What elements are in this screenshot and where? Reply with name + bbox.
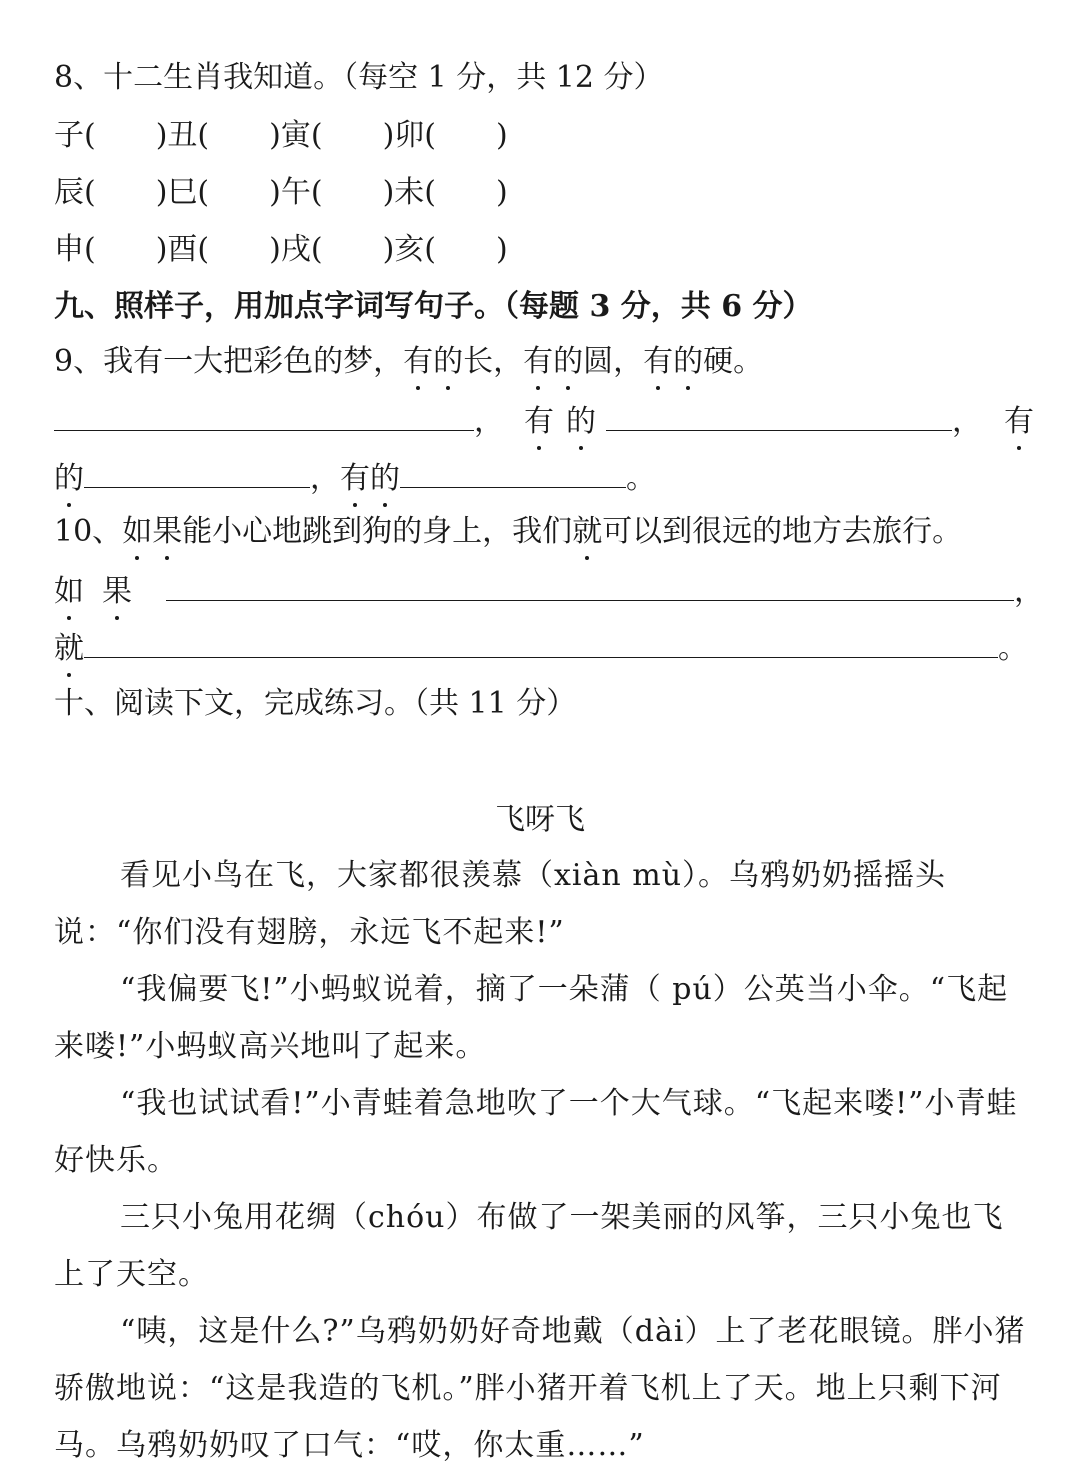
q10-answer-line-2: 就 。 xyxy=(54,627,1028,669)
q10-answer-line-1: 如 果 ， xyxy=(54,570,1044,612)
answer-blank[interactable] xyxy=(84,457,310,488)
zodiac-row-1: 子( )丑( )寅( )卯( ) xyxy=(54,118,508,153)
q8-title: 8、十二生肖我知道。（每空 1 分，共 12 分） xyxy=(54,60,664,95)
sec10-title: 十、阅读下文，完成练习。（共 11 分） xyxy=(54,686,577,721)
answer-blank[interactable] xyxy=(400,457,626,488)
q9-answer-line-2: 的 ，有的 。 xyxy=(54,457,656,499)
zodiac-row-3: 申( )酉( )戌( )亥( ) xyxy=(54,232,508,267)
story-paragraph-3: “我也试试看!”小青蛙着急地吹了一个大气球。“飞起来喽!”小青蛙好快乐。 xyxy=(54,1086,1018,1178)
story-paragraph-4: 三只小兔用花绸（chóu）布做了一架美丽的风筝，三只小兔也飞上了天空。 xyxy=(54,1200,1004,1292)
answer-blank[interactable] xyxy=(166,570,1014,601)
story-paragraph-1: 看见小鸟在飞，大家都很羡慕（xiàn mù）。乌鸦奶奶摇摇头说：“你们没有翅膀，永远飞不起来!” xyxy=(54,858,947,950)
answer-blank[interactable] xyxy=(84,627,998,658)
sec9-title: 九、照样子，用加点字词写句子。（每题 3 分，共 6 分） xyxy=(54,289,813,324)
answer-blank[interactable] xyxy=(54,400,474,431)
story-paragraph-2: “我偏要飞!”小蚂蚁说着，摘了一朵蒲（ pú）公英当小伞。“飞起来喽!”小蚂蚁高兴地叫了起来。 xyxy=(54,972,1009,1064)
story-paragraph-5: “咦，这是什么?”乌鸦奶奶好奇地戴（dài）上了老花眼镜。胖小猪骄傲地说：“这是我造的飞机。”胖小猪开着飞机上了天。地上只剩下河马。乌鸦奶奶叹了口气：“哎，你太重……” xyxy=(54,1314,1026,1463)
story-title: 飞呀飞 xyxy=(495,802,585,837)
q9-example: 9、我有一大把彩色的梦，有的长，有的圆，有的硬。 xyxy=(54,342,763,382)
zodiac-row-2: 辰( )巳( )午( )未( ) xyxy=(54,175,508,210)
q9-answer-line-1: ， 有 的 ， 有 xyxy=(54,400,1034,442)
q10-example: 10、如果能小心地跳到狗的身上，我们就可以到很远的地方去旅行。 xyxy=(54,512,962,552)
answer-blank[interactable] xyxy=(606,400,952,431)
